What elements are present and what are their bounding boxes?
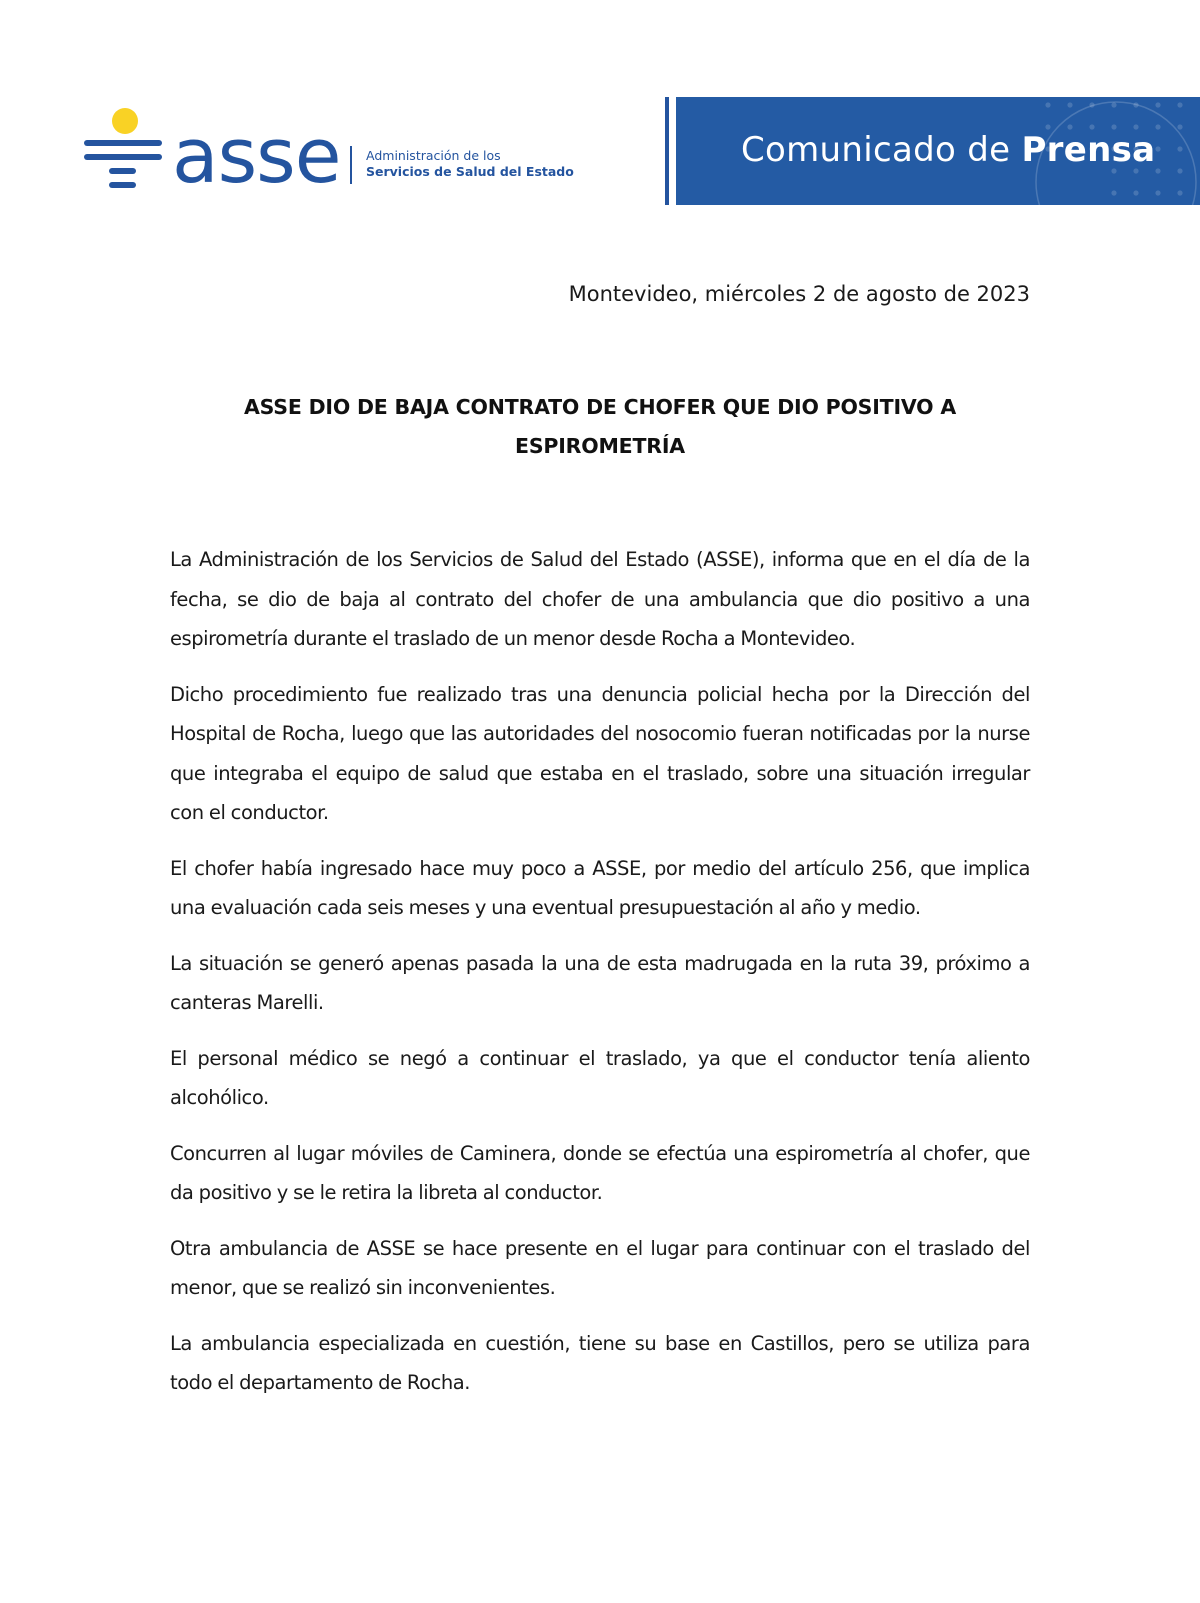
banner-dot-decoration	[1089, 102, 1094, 107]
headline-line-1: ASSE DIO DE BAJA CONTRATO DE CHOFER QUE DIO POSITIVO A	[243, 395, 957, 419]
body-paragraph: El chofer había ingresado hace muy poco a ASSE, por medio del artículo 256, que implica una evaluación cada seis meses y una eventual presupuestación al año y medio.	[170, 856, 1030, 919]
logo-sun	[112, 108, 138, 134]
banner-divider	[665, 97, 669, 205]
body-paragraph: La situación se generó apenas pasada la una de esta madrugada en la ruta 39, próximo a canteras Marelli.	[170, 951, 1030, 1014]
banner-dot-decoration	[1155, 124, 1160, 129]
banner-dot-decoration	[1155, 168, 1160, 173]
banner-dot-decoration	[1177, 146, 1182, 151]
press-release-banner	[676, 97, 1200, 205]
body-paragraph: Otra ambulancia de ASSE se hace presente en el lugar para continuar con el traslado del menor, que se realizó sin inconvenientes.	[170, 1236, 1030, 1299]
body-paragraph: Concurren al lugar móviles de Caminera, donde se efectúa una espirometría al chofer, que da positivo y se le retira la libreta al conductor.	[170, 1141, 1030, 1204]
body-paragraph: La Administración de los Servicios de Salud del Estado (ASSE), informa que en el día de la fecha, se dio de baja al contrato del chofer de una ambulancia que dio positivo a una espirometría durante el traslado de un menor desde Rocha a Montevideo.	[170, 548, 1030, 650]
body-paragraph: La ambulancia especializada en cuestión, tiene su base en Castillos, pero se utiliza para todo el departamento de Rocha.	[170, 1331, 1030, 1394]
banner-title-light: Comunicado de	[741, 130, 1011, 170]
banner-dot-decoration	[1177, 124, 1182, 129]
banner-dot-decoration	[1045, 102, 1050, 107]
banner-dot-decoration	[1111, 190, 1116, 195]
banner-dot-decoration	[1155, 146, 1160, 151]
banner-dot-decoration	[1045, 124, 1050, 129]
sun-over-horizon-icon	[84, 108, 164, 190]
banner-dot-decoration	[1133, 102, 1138, 107]
body-paragraph: El personal médico se negó a continuar el traslado, ya que el conductor tenía aliento alcohólico.	[170, 1046, 1030, 1109]
banner-dot-decoration	[1177, 190, 1182, 195]
logo-bar	[109, 168, 136, 174]
logo-separator	[350, 146, 352, 184]
banner-dot-decoration	[1155, 190, 1160, 195]
banner-dot-decoration	[1089, 124, 1094, 129]
banner-dot-decoration	[1177, 102, 1182, 107]
banner-dot-decoration	[1067, 124, 1072, 129]
banner-dot-decoration	[1155, 102, 1160, 107]
logo-tagline-line1: Administración de los	[366, 148, 501, 163]
logo-bar	[84, 154, 162, 160]
headline-line-2: ESPIROMETRÍA	[515, 434, 685, 458]
banner-dot-decoration	[1133, 124, 1138, 129]
headline	[170, 388, 1030, 466]
document-body	[170, 540, 1030, 1419]
logo-wordmark: asse	[172, 111, 341, 200]
logo-tagline-line2: Servicios de Salud del Estado	[366, 164, 574, 179]
logo-tagline	[366, 148, 574, 180]
banner-title	[741, 130, 1155, 170]
banner-dot-decoration	[1177, 168, 1182, 173]
banner-dot-decoration	[1067, 102, 1072, 107]
banner-dot-decoration	[1111, 124, 1116, 129]
logo-bar	[84, 140, 162, 146]
banner-dot-decoration	[1133, 190, 1138, 195]
logo-bar	[109, 182, 136, 188]
banner-dot-decoration	[1111, 102, 1116, 107]
document-date: Montevideo, miércoles 2 de agosto de 2023	[568, 282, 1030, 306]
banner-title-bold: Prensa	[1021, 130, 1156, 170]
body-paragraph: Dicho procedimiento fue realizado tras una denuncia policial hecha por la Dirección del Hospital de Rocha, luego que las autoridades del nosocomio fueran notificadas por la nurse que integraba el equipo de salud que estaba en el traslado, sobre una situación irregular con el conductor.	[170, 682, 1030, 824]
asse-logo	[84, 108, 574, 200]
